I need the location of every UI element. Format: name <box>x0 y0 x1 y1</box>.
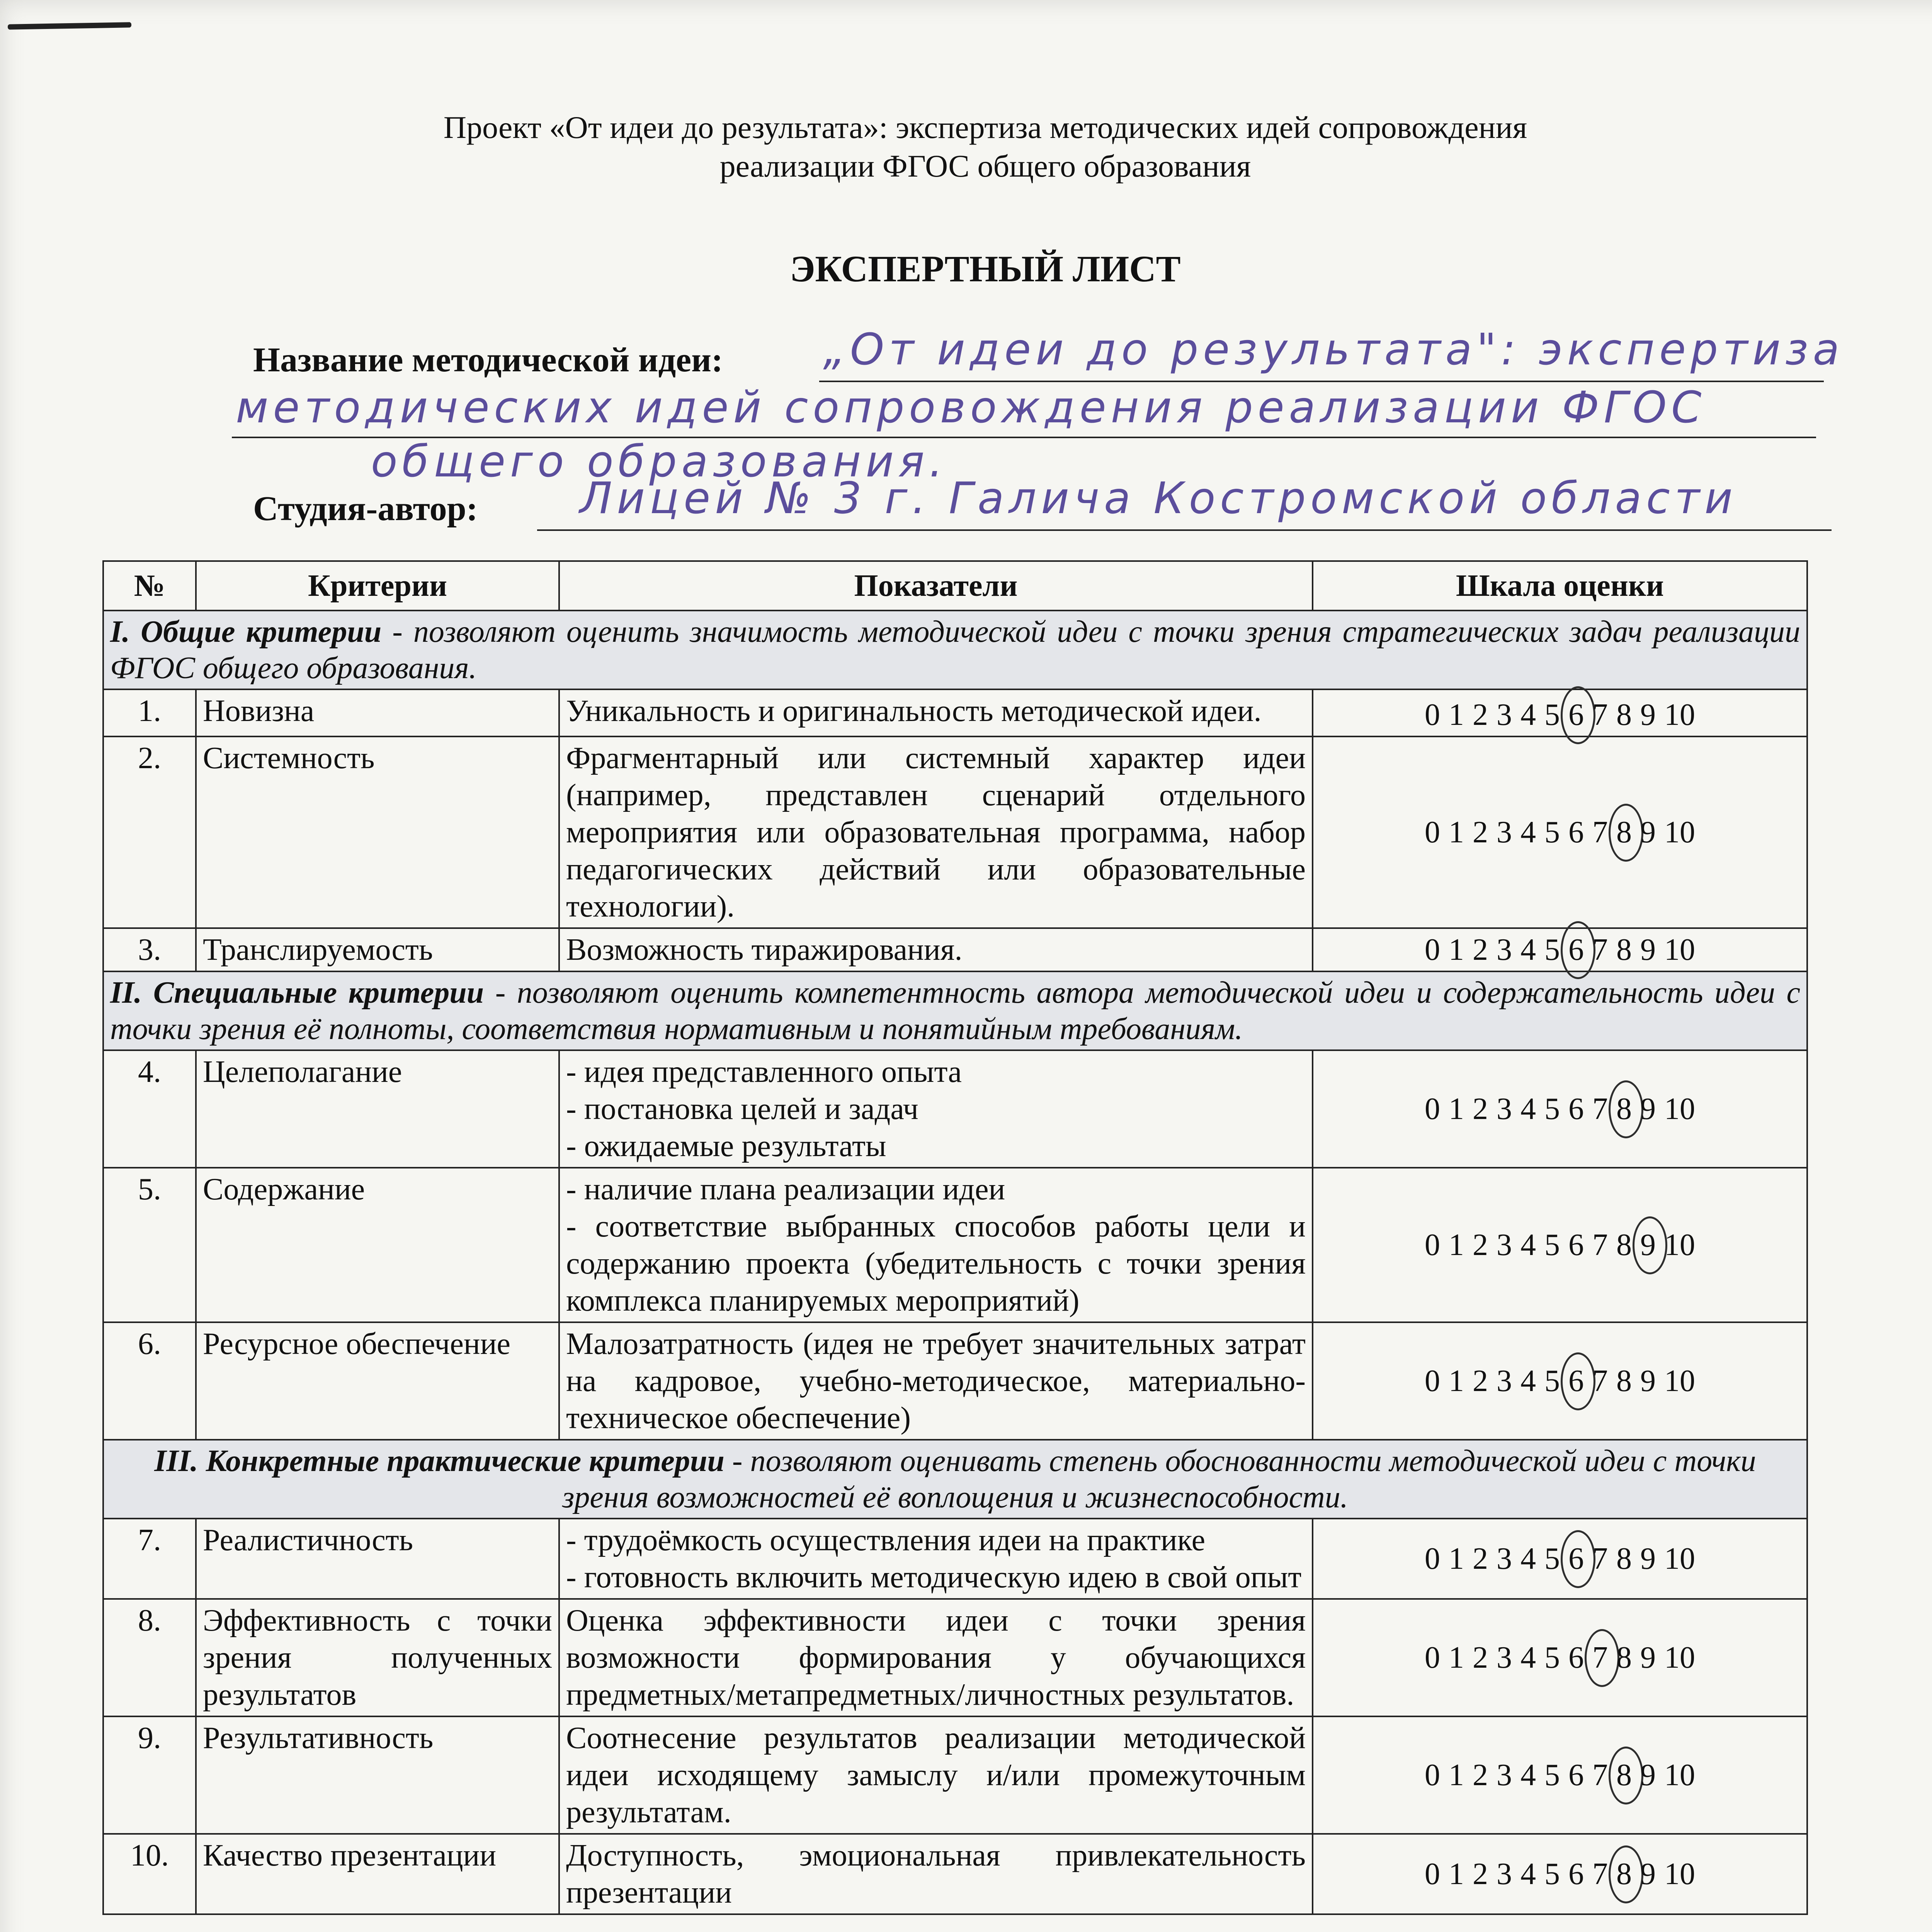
score-option: 9 <box>1640 1364 1656 1398</box>
score-option: 6 <box>1568 1857 1584 1891</box>
table-row <box>103 689 1807 736</box>
indicator-line: - трудоёмкость осуществления идеи на практике <box>566 1523 1206 1557</box>
row-number: 4. <box>103 1050 196 1168</box>
score-option: 2 <box>1473 1092 1488 1126</box>
header-num: № <box>103 561 196 611</box>
score-scale <box>1313 1599 1807 1716</box>
row-number: 8. <box>103 1599 196 1716</box>
score-option: 8 <box>1616 698 1632 732</box>
header-criteria: Критерии <box>196 561 559 611</box>
score-option: 1 <box>1449 1857 1464 1891</box>
criterion-name: Результативность <box>196 1716 559 1834</box>
table-row <box>103 1322 1807 1440</box>
section-title: I. Общие критерии <box>110 615 382 649</box>
row-number: 10. <box>103 1834 196 1914</box>
score-option: 5 <box>1544 815 1560 849</box>
score-option: 2 <box>1473 933 1488 967</box>
score-option: 4 <box>1520 1758 1536 1792</box>
score-option: 0 <box>1425 1542 1440 1576</box>
score-option: 5 <box>1544 1542 1560 1576</box>
score-option: 0 <box>1425 1092 1440 1126</box>
score-option: 5 <box>1544 1857 1560 1891</box>
score-option: 6 <box>1568 815 1584 849</box>
indicator-line: - постановка целей и задач <box>566 1092 918 1126</box>
score-option: 2 <box>1473 1857 1488 1891</box>
indicator-text: Фрагментарный или системный характер идеи (например, представлен сценарий отдельного мероприятия или образовательная программа, набор педагогических действий или образовательные технологии). <box>559 736 1313 928</box>
score-option: 0 <box>1425 1857 1440 1891</box>
score-option: 9 <box>1640 815 1656 849</box>
idea-value-line3: общего образования. <box>371 437 947 487</box>
score-option: 3 <box>1497 1228 1512 1262</box>
criterion-name: Эффективность с точки зрения полученных результатов <box>196 1599 559 1716</box>
score-option-selected: 6 <box>1568 696 1584 733</box>
score-option: 5 <box>1544 1641 1560 1675</box>
score-option: 7 <box>1592 1857 1608 1891</box>
score-option: 10 <box>1664 815 1695 849</box>
score-option: 7 <box>1592 933 1608 967</box>
score-option: 7 <box>1592 1092 1608 1126</box>
criterion-name: Новизна <box>196 689 559 736</box>
score-option: 3 <box>1497 1857 1512 1891</box>
project-title-line2: реализации ФГОС общего образования <box>719 148 1251 184</box>
score-option: 10 <box>1664 1228 1695 1262</box>
score-option: 8 <box>1616 1542 1632 1576</box>
score-option-selected: 8 <box>1616 1757 1632 1794</box>
score-option: 4 <box>1520 698 1536 732</box>
score-option: 1 <box>1449 1758 1464 1792</box>
section-description: - позволяют оценивать степень обоснованности методической идеи с точки зрения возможностей её воплощения и жизнеспособности. <box>562 1444 1756 1514</box>
score-option: 3 <box>1497 1542 1512 1576</box>
score-option: 0 <box>1425 1641 1440 1675</box>
score-option: 9 <box>1640 1641 1656 1675</box>
score-option: 3 <box>1497 815 1512 849</box>
score-option: 3 <box>1497 1641 1512 1675</box>
indicator-text: Уникальность и оригинальность методической идеи. <box>559 689 1313 736</box>
score-option: 9 <box>1640 933 1656 967</box>
row-number: 9. <box>103 1716 196 1834</box>
score-option: 10 <box>1664 1542 1695 1576</box>
score-option: 10 <box>1664 1364 1695 1398</box>
score-option: 2 <box>1473 1758 1488 1792</box>
score-option: 3 <box>1497 933 1512 967</box>
criterion-name: Транслируемость <box>196 928 559 971</box>
row-number: 5. <box>103 1168 196 1322</box>
score-option: 5 <box>1544 933 1560 967</box>
section-description: - позволяют оценить значимость методической идеи с точки зрения стратегических задач реализации ФГОС общего образования. <box>110 615 1801 685</box>
score-scale <box>1313 1168 1807 1322</box>
score-option: 9 <box>1640 1092 1656 1126</box>
score-option: 5 <box>1544 1092 1560 1126</box>
criterion-name: Системность <box>196 736 559 928</box>
section-row <box>103 611 1807 689</box>
score-option: 3 <box>1497 1092 1512 1126</box>
idea-underline-1 <box>819 381 1824 382</box>
indicator-text: Возможность тиражирования. <box>559 928 1313 971</box>
score-option: 4 <box>1520 1364 1536 1398</box>
indicator-line: - готовность включить методическую идею в свой опыт <box>566 1560 1302 1594</box>
table-row <box>103 1599 1807 1716</box>
score-option: 1 <box>1449 815 1464 849</box>
row-number: 1. <box>103 689 196 736</box>
score-option: 1 <box>1449 1542 1464 1576</box>
table-row <box>103 928 1807 971</box>
row-number: 6. <box>103 1322 196 1440</box>
score-option: 5 <box>1544 1228 1560 1262</box>
score-option: 0 <box>1425 1758 1440 1792</box>
score-option: 4 <box>1520 1228 1536 1262</box>
criterion-name: Ресурсное обеспечение <box>196 1322 559 1440</box>
row-number: 7. <box>103 1519 196 1599</box>
score-option: 2 <box>1473 1542 1488 1576</box>
header-scale: Шкала оценки <box>1313 561 1807 611</box>
row-number: 3. <box>103 928 196 971</box>
score-option-selected: 9 <box>1640 1226 1656 1264</box>
indicator-list <box>559 1050 1313 1168</box>
indicator-text: Доступность, эмоциональная привлекательность презентации <box>559 1834 1313 1914</box>
project-title <box>0 108 1932 185</box>
score-option: 0 <box>1425 1228 1440 1262</box>
score-option: 3 <box>1497 698 1512 732</box>
score-scale <box>1313 1716 1807 1834</box>
table-row <box>103 1168 1807 1322</box>
sheet-title: ЭКСПЕРТНЫЙ ЛИСТ <box>790 248 1181 289</box>
idea-value-line1: „От идеи до результата": экспертиза <box>823 325 1844 375</box>
indicator-text: Малозатратность (идея не требует значительных затрат на кадровое, учебно-методическое, материально-техническое обеспечение) <box>559 1322 1313 1440</box>
score-option: 6 <box>1568 1092 1584 1126</box>
scan-mark <box>8 22 131 30</box>
score-option: 5 <box>1544 698 1560 732</box>
table-row <box>103 736 1807 928</box>
indicator-line: - идея представленного опыта <box>566 1055 962 1089</box>
score-option-selected: 8 <box>1616 1090 1632 1128</box>
score-option-selected: 8 <box>1616 1855 1632 1893</box>
score-option: 8 <box>1616 1641 1632 1675</box>
table-row <box>103 1716 1807 1834</box>
score-option: 9 <box>1640 1542 1656 1576</box>
indicator-line: - ожидаемые результаты <box>566 1129 886 1163</box>
score-option: 8 <box>1616 933 1632 967</box>
section-row <box>103 971 1807 1050</box>
score-option-selected: 6 <box>1568 1362 1584 1400</box>
score-option: 9 <box>1640 1758 1656 1792</box>
score-scale <box>1313 1519 1807 1599</box>
score-option: 7 <box>1592 1542 1608 1576</box>
score-option: 7 <box>1592 1364 1608 1398</box>
score-option: 0 <box>1425 698 1440 732</box>
indicator-line: - наличие плана реализации идеи <box>566 1172 1005 1206</box>
score-option: 10 <box>1664 698 1695 732</box>
score-option-selected: 6 <box>1568 931 1584 968</box>
score-option: 8 <box>1616 1228 1632 1262</box>
header-indicators: Показатели <box>559 561 1313 611</box>
score-option: 4 <box>1520 933 1536 967</box>
score-option-selected: 8 <box>1616 814 1632 851</box>
score-option: 1 <box>1449 1092 1464 1126</box>
score-option: 10 <box>1664 933 1695 967</box>
criterion-name: Содержание <box>196 1168 559 1322</box>
score-option: 2 <box>1473 1364 1488 1398</box>
criterion-name: Целеполагание <box>196 1050 559 1168</box>
score-option: 1 <box>1449 933 1464 967</box>
score-option: 0 <box>1425 933 1440 967</box>
score-option: 7 <box>1592 1758 1608 1792</box>
score-option: 10 <box>1664 1641 1695 1675</box>
score-option: 7 <box>1592 1228 1608 1262</box>
criterion-name: Реалистичность <box>196 1519 559 1599</box>
score-option: 4 <box>1520 1092 1536 1126</box>
score-option: 0 <box>1425 1364 1440 1398</box>
criteria-table <box>102 560 1808 1915</box>
indicator-line: - соответствие выбранных способов работы цели и содержанию проекта (убедительность с точки зрения комплекса планируемых мероприятий) <box>566 1209 1306 1318</box>
score-option: 1 <box>1449 698 1464 732</box>
score-option: 4 <box>1520 1641 1536 1675</box>
score-scale <box>1313 928 1807 971</box>
section-title: II. Специальные критерии <box>110 976 484 1010</box>
score-option: 0 <box>1425 815 1440 849</box>
table-row <box>103 1519 1807 1599</box>
score-option: 1 <box>1449 1364 1464 1398</box>
score-scale <box>1313 736 1807 928</box>
criterion-name: Качество презентации <box>196 1834 559 1914</box>
score-option: 7 <box>1592 698 1608 732</box>
score-option: 2 <box>1473 698 1488 732</box>
score-option: 9 <box>1640 1857 1656 1891</box>
score-option: 10 <box>1664 1092 1695 1126</box>
row-number: 2. <box>103 736 196 928</box>
score-scale <box>1313 689 1807 736</box>
score-scale <box>1313 1834 1807 1914</box>
indicator-text: Оценка эффективности идеи с точки зрения возможности формирования у обучающихся предметных/метапредметных/личностных результатов. <box>559 1599 1313 1716</box>
score-option: 5 <box>1544 1364 1560 1398</box>
score-option: 2 <box>1473 1641 1488 1675</box>
score-option: 10 <box>1664 1758 1695 1792</box>
section-description: - позволяют оценить компетентность автора методической идеи и содержательность идеи с точки зрения её полноты, соответствия нормативным и понятийным требованиям. <box>110 976 1801 1046</box>
project-title-line1: Проект «От идеи до результата»: экспертиза методических идей сопровождения <box>443 110 1527 145</box>
score-scale <box>1313 1322 1807 1440</box>
score-option-selected: 7 <box>1592 1639 1608 1676</box>
table-row <box>103 1050 1807 1168</box>
idea-label: Название методической идеи: <box>253 341 723 379</box>
score-option: 5 <box>1544 1758 1560 1792</box>
score-option: 4 <box>1520 1542 1536 1576</box>
section-row <box>103 1440 1807 1519</box>
indicator-list <box>559 1519 1313 1599</box>
score-option: 6 <box>1568 1758 1584 1792</box>
score-option: 1 <box>1449 1228 1464 1262</box>
score-option: 8 <box>1616 1364 1632 1398</box>
score-option: 1 <box>1449 1641 1464 1675</box>
score-option: 3 <box>1497 1758 1512 1792</box>
idea-value-line2: методических идей сопровождения реализации ФГОС <box>236 383 1706 433</box>
author-value: Лицей № 3 г. Галича Костромской области <box>580 473 1737 524</box>
indicator-text: Соотнесение результатов реализации методической идеи исходящему замыслу и/или промежуточным результатам. <box>559 1716 1313 1834</box>
score-option: 10 <box>1664 1857 1695 1891</box>
score-option: 9 <box>1640 698 1656 732</box>
score-option: 2 <box>1473 815 1488 849</box>
section-title: III. Конкретные практические критерии <box>154 1444 724 1478</box>
score-option-selected: 6 <box>1568 1540 1584 1577</box>
indicator-list <box>559 1168 1313 1322</box>
score-option: 2 <box>1473 1228 1488 1262</box>
table-row <box>103 1834 1807 1914</box>
author-underline <box>537 529 1832 531</box>
score-option: 4 <box>1520 1857 1536 1891</box>
score-option: 4 <box>1520 815 1536 849</box>
score-option: 3 <box>1497 1364 1512 1398</box>
score-option: 6 <box>1568 1228 1584 1262</box>
table-header-row <box>103 561 1807 611</box>
score-scale <box>1313 1050 1807 1168</box>
score-option: 7 <box>1592 815 1608 849</box>
score-option: 6 <box>1568 1641 1584 1675</box>
author-label: Студия-автор: <box>253 490 478 528</box>
